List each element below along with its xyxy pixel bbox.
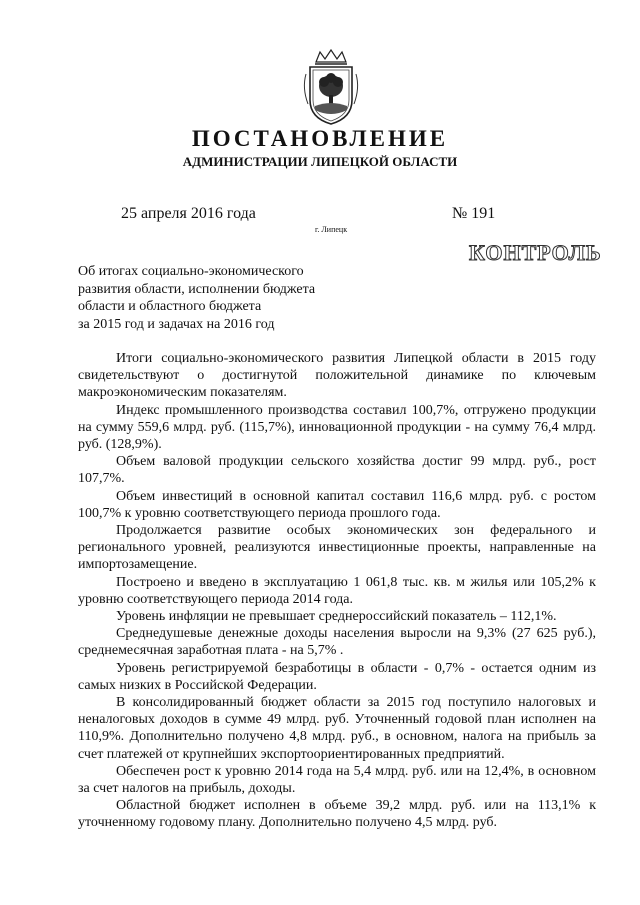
coat-of-arms-emblem (300, 48, 362, 128)
document-title: ПОСТАНОВЛЕНИЕ (191, 126, 449, 151)
body-paragraph: Обеспечен рост к уровню 2014 года на 5,4 млрд. руб. или на 12,4%, в основном за счет налогов на прибыль, доходы. (78, 763, 596, 797)
body-paragraph: Среднедушевые денежные доходы населения выросли на 9,3% (27 625 руб.), среднемесячная заработная плата - на 5,7% . (78, 626, 596, 659)
control-stamp: КОНТРОЛЬ (469, 240, 602, 265)
body-paragraph: Индекс промышленного производства составил 100,7%, отгружено продукции на сумму 559,6 млрд. руб. (115,7%), инновационной продукции - на сумму 76,4 млрд. руб. (128,9%). (78, 402, 596, 453)
document-date: 25 апреля 2016 года (121, 205, 256, 222)
body-paragraph: Продолжается развитие особых экономических зон федерального и регионального уровней, реализуются инвестиционные проекты, направленные на импортозамещение. (78, 523, 596, 573)
document-body (78, 350, 596, 832)
subject-line: за 2015 год и задачах на 2016 год (78, 316, 275, 332)
body-paragraph: В консолидированный бюджет области за 2015 год поступило налоговых и неналоговых доходов в сумме 49 млрд. руб. Уточненный годовой план исполнен на 110,9%. Дополнительно получено 4,8 млрд. руб., в основном, налога на прибыль за счет платежей от крупнейших экспортоориентированных предприятий. (78, 695, 596, 762)
body-paragraph: Построено и введено в эксплуатацию 1 061,8 тыс. кв. м жилья или 105,2% к уровню соответствующего периода 2014 года. (78, 574, 596, 607)
subject-line: области и областного бюджета (78, 299, 262, 314)
body-paragraph: Уровень инфляции не превышает среднероссийский показатель – 112,1%. (116, 609, 557, 625)
document-subject (78, 263, 315, 333)
document-number: № 191 (452, 205, 496, 222)
subject-line: развития области, исполнении бюджета (78, 281, 316, 297)
subject-line: Об итогах социально-экономического (78, 264, 304, 279)
issuing-authority: АДМИНИСТРАЦИИ ЛИПЕЦКОЙ ОБЛАСТИ (182, 154, 458, 169)
body-paragraph: Областной бюджет исполнен в объеме 39,2 млрд. руб. или на 113,1% к уточненному годовому плану. Дополнительно получено 4,5 млрд. руб. (78, 798, 596, 831)
document-city: г. Липецк (315, 225, 348, 234)
body-paragraph: Объем валовой продукции сельского хозяйства достиг 99 млрд. руб., рост 107,7%. (78, 454, 596, 487)
body-paragraph: Объем инвестиций в основной капитал составил 116,6 млрд. руб. с ростом 100,7% к уровню соответствующего периода прошлого года. (78, 488, 596, 521)
body-paragraph: Уровень регистрируемой безработицы в области - 0,7% - остается одним из самых низких в Российской Федерации. (78, 660, 596, 693)
body-paragraph: Итоги социально-экономического развития Липецкой области в 2015 году свидетельствуют о достигнутой положительной динамике по ключевым макроэкономическим показателям. (78, 351, 596, 401)
